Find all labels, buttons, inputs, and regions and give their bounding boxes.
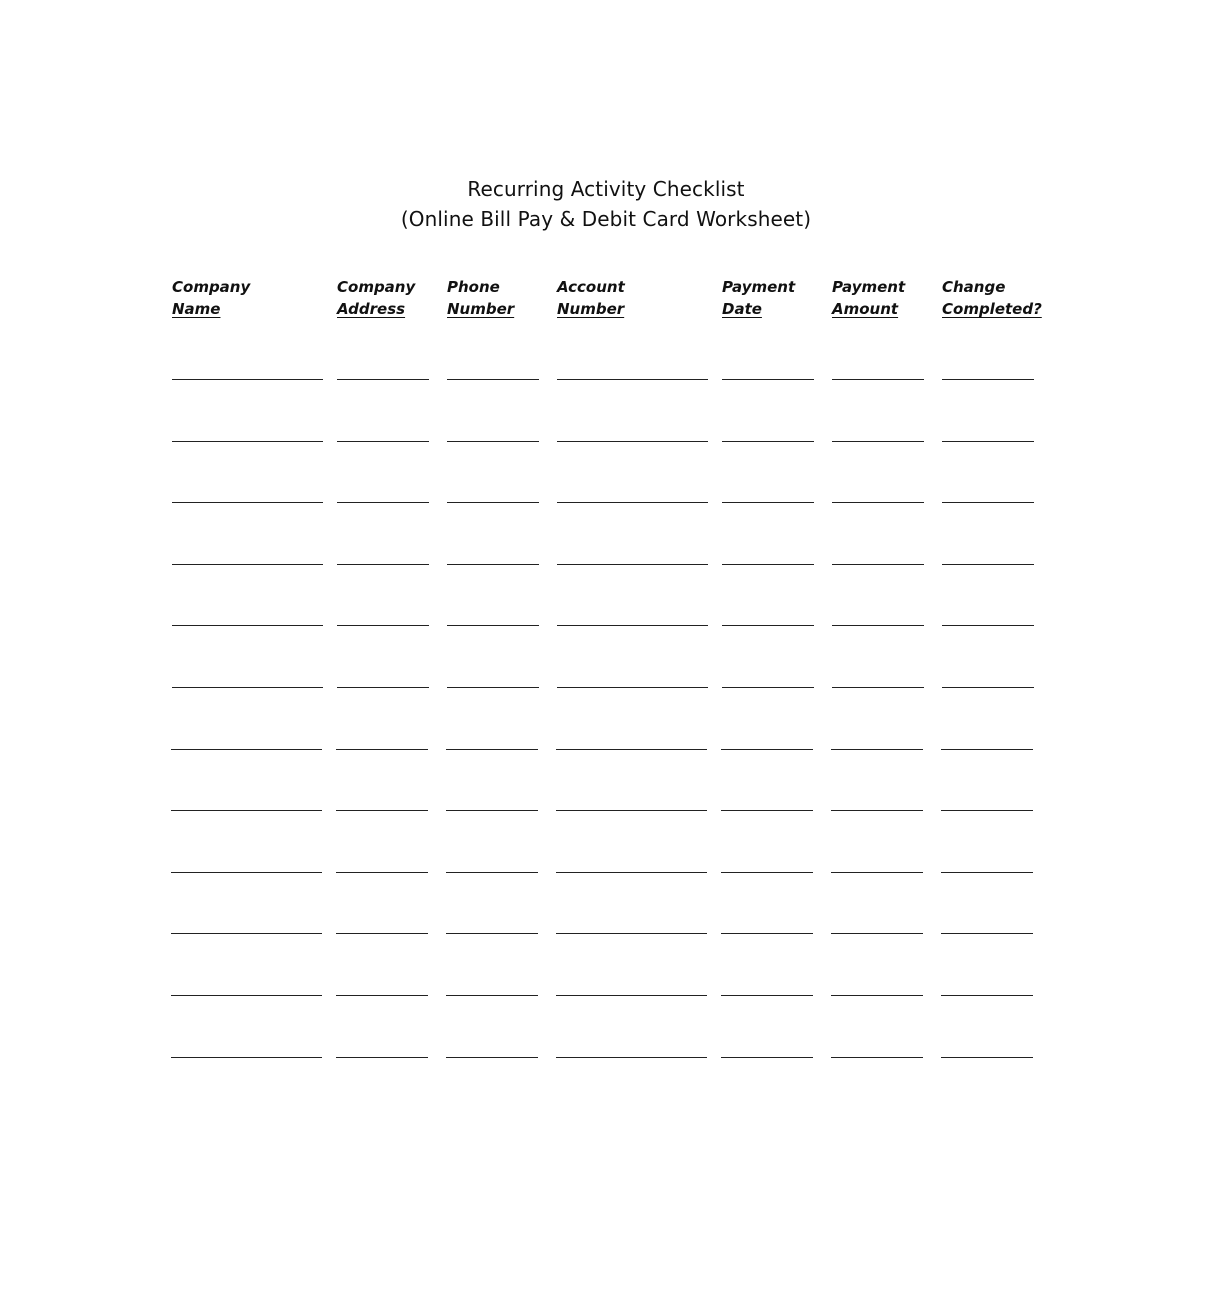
blank-line-change-completed[interactable] [942,687,1034,688]
blank-line-company-address[interactable] [337,687,429,688]
blank-line-change-completed[interactable] [941,933,1033,934]
blank-line-account-number[interactable] [557,502,708,503]
blank-line-payment-date[interactable] [721,933,813,934]
blank-line-change-completed[interactable] [942,564,1034,565]
blank-line-company-address[interactable] [336,810,428,811]
blank-line-company-address[interactable] [337,379,429,380]
column-header-company-address [337,276,415,320]
column-header-line2: Amount [832,300,899,318]
blank-line-payment-date[interactable] [722,687,814,688]
blank-line-payment-date[interactable] [721,810,813,811]
blank-line-phone-number[interactable] [447,564,539,565]
column-header-phone-number [447,276,514,320]
blank-line-payment-date[interactable] [721,872,813,873]
blank-line-account-number[interactable] [556,810,707,811]
blank-line-payment-amount[interactable] [831,749,923,750]
blank-line-company-name[interactable] [171,749,322,750]
blank-line-change-completed[interactable] [942,625,1034,626]
blank-line-payment-date[interactable] [721,1057,813,1058]
blank-line-company-name[interactable] [172,687,323,688]
blank-line-company-name[interactable] [172,379,323,380]
page-title: Recurring Activity Checklist [467,177,745,201]
blank-line-phone-number[interactable] [447,379,539,380]
blank-line-company-name[interactable] [171,1057,322,1058]
column-header-line1: Payment [832,278,906,296]
column-header-payment-amount [832,276,905,320]
column-header-line1: Account [557,278,625,296]
blank-line-account-number[interactable] [557,687,708,688]
blank-line-change-completed[interactable] [942,502,1034,503]
blank-line-change-completed[interactable] [942,379,1034,380]
blank-line-company-name[interactable] [171,810,322,811]
blank-line-change-completed[interactable] [941,1057,1033,1058]
worksheet-title-block [0,174,1212,234]
blank-line-change-completed[interactable] [942,441,1034,442]
page-subtitle: (Online Bill Pay & Debit Card Worksheet) [400,207,812,231]
column-header-line1: Company [172,278,251,296]
column-header-line1: Change [942,278,1006,296]
blank-line-account-number[interactable] [556,995,707,996]
blank-line-company-name[interactable] [171,995,322,996]
blank-line-company-name[interactable] [172,625,323,626]
blank-line-payment-amount[interactable] [832,687,924,688]
column-header-line2: Completed? [942,300,1042,318]
blank-line-payment-date[interactable] [721,995,813,996]
blank-line-company-name[interactable] [172,564,323,565]
blank-line-phone-number[interactable] [446,749,538,750]
blank-line-phone-number[interactable] [446,995,538,996]
blank-line-payment-date[interactable] [721,749,813,750]
blank-line-company-address[interactable] [336,1057,428,1058]
blank-line-account-number[interactable] [557,379,708,380]
blank-line-phone-number[interactable] [447,502,539,503]
blank-line-company-address[interactable] [337,502,429,503]
blank-line-payment-date[interactable] [722,502,814,503]
blank-line-company-name[interactable] [171,933,322,934]
blank-line-company-address[interactable] [337,441,429,442]
blank-line-company-address[interactable] [336,749,428,750]
blank-line-phone-number[interactable] [447,687,539,688]
blank-line-payment-amount[interactable] [831,933,923,934]
blank-line-company-address[interactable] [336,995,428,996]
column-header-change-completed [942,276,1042,320]
blank-line-account-number[interactable] [557,564,708,565]
column-header-line1: Company [337,278,416,296]
blank-line-phone-number[interactable] [446,810,538,811]
blank-line-company-name[interactable] [172,502,323,503]
blank-line-account-number[interactable] [557,441,708,442]
blank-line-account-number[interactable] [556,872,707,873]
blank-line-account-number[interactable] [557,625,708,626]
blank-line-payment-amount[interactable] [832,564,924,565]
blank-line-payment-date[interactable] [722,441,814,442]
blank-line-payment-date[interactable] [722,564,814,565]
blank-line-phone-number[interactable] [446,933,538,934]
blank-line-phone-number[interactable] [446,872,538,873]
blank-line-company-name[interactable] [171,872,322,873]
blank-line-account-number[interactable] [556,749,707,750]
blank-line-payment-amount[interactable] [831,1057,923,1058]
blank-line-payment-amount[interactable] [831,995,923,996]
blank-line-account-number[interactable] [556,933,707,934]
blank-line-payment-date[interactable] [722,625,814,626]
blank-line-company-address[interactable] [337,625,429,626]
column-header-line1: Phone [447,278,500,296]
column-header-line2: Name [172,300,221,318]
blank-line-payment-amount[interactable] [832,502,924,503]
blank-line-phone-number[interactable] [447,625,539,626]
column-header-line2: Date [722,300,762,318]
blank-line-payment-amount[interactable] [832,441,924,442]
column-header-line1: Payment [722,278,796,296]
blank-line-payment-amount[interactable] [831,872,923,873]
blank-line-payment-date[interactable] [722,379,814,380]
column-header-payment-date [722,276,795,320]
blank-line-change-completed[interactable] [941,749,1033,750]
blank-line-company-address[interactable] [336,872,428,873]
column-header-line2: Number [447,300,515,318]
blank-line-payment-amount[interactable] [832,379,924,380]
blank-line-phone-number[interactable] [447,441,539,442]
blank-line-account-number[interactable] [556,1057,707,1058]
column-header-line2: Number [557,300,625,318]
blank-line-payment-amount[interactable] [831,810,923,811]
blank-line-phone-number[interactable] [446,1057,538,1058]
blank-line-change-completed[interactable] [941,810,1033,811]
blank-line-company-address[interactable] [337,564,429,565]
blank-line-change-completed[interactable] [941,995,1033,996]
column-header-line2: Address [337,300,406,318]
blank-line-payment-amount[interactable] [832,625,924,626]
blank-line-company-address[interactable] [336,933,428,934]
blank-line-change-completed[interactable] [941,872,1033,873]
blank-line-company-name[interactable] [172,441,323,442]
column-header-company-name [172,276,250,320]
column-header-account-number [557,276,625,320]
